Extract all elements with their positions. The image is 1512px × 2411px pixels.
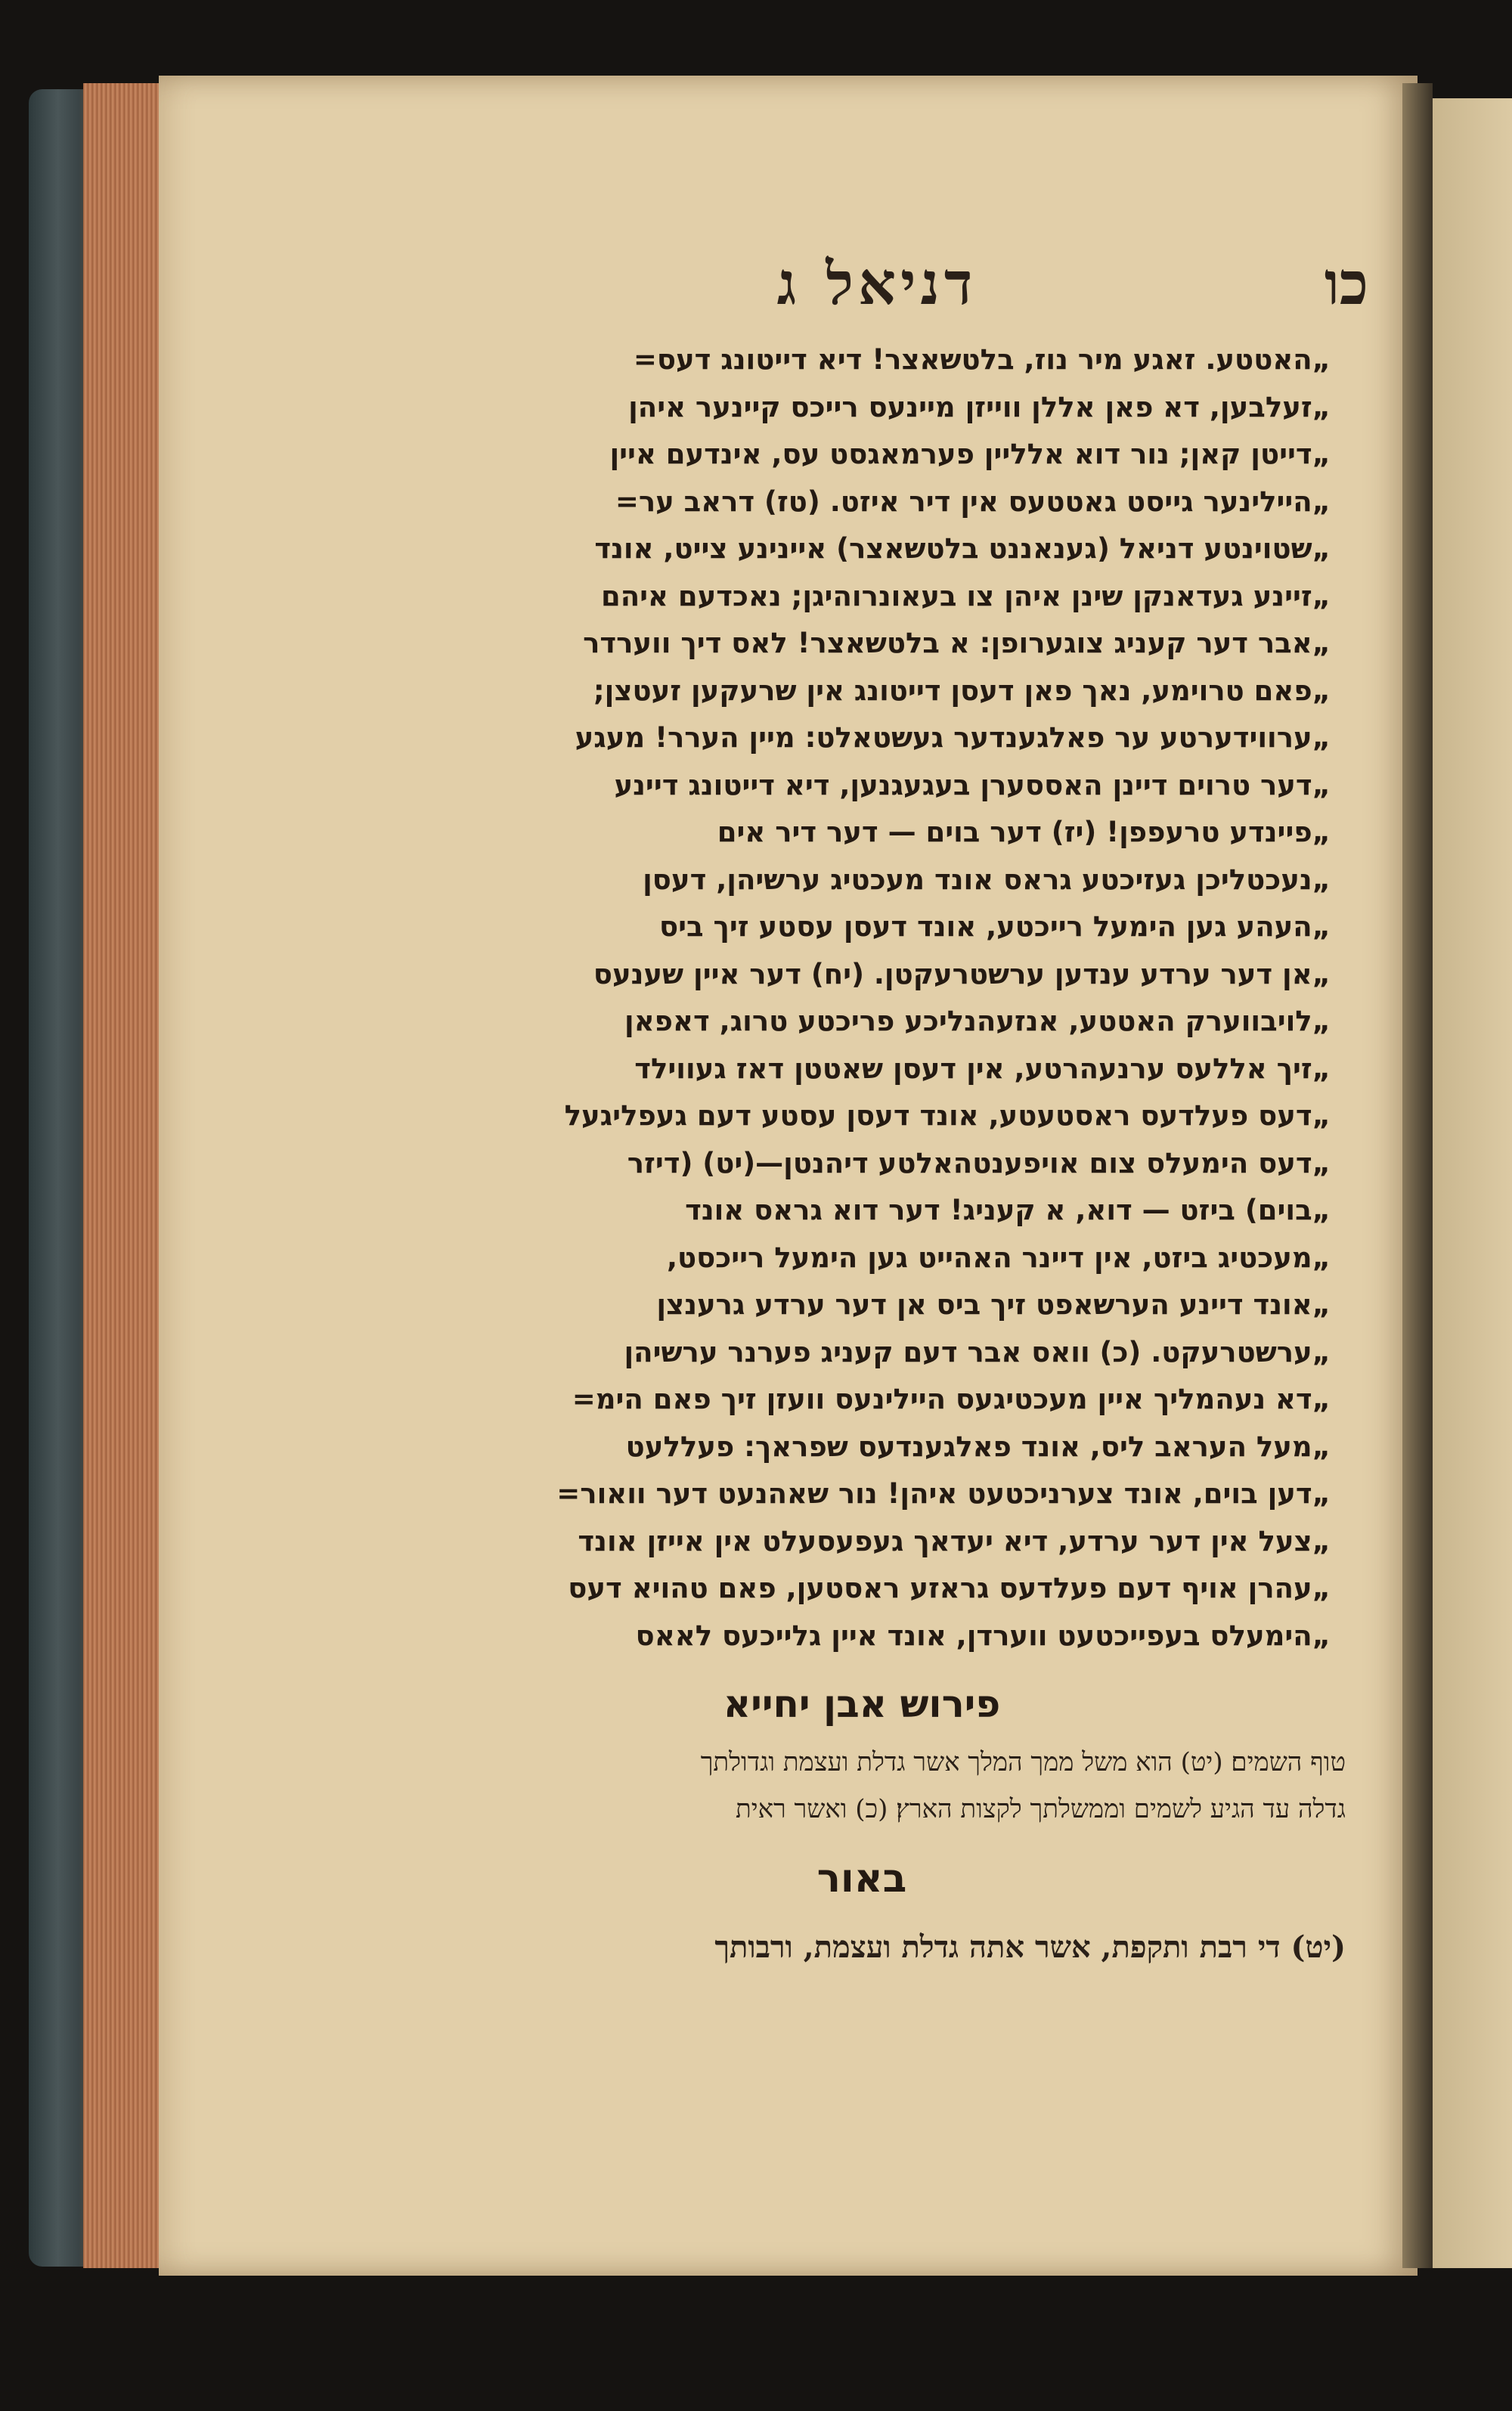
text-line: „אן דער ערדע ענדען ערשטרעקטן. (יח) דער איין שענעס [593, 957, 1331, 990]
text-line: „אונד דיינע הערשאפט זיך ביס אן דער ערדע גרענצן [656, 1288, 1331, 1321]
text-line: „מעל העראב ליס, אונד פאלגענדעס שפראך: פעללעט [625, 1430, 1331, 1463]
commentary-line: (יט) די רבת ותקפת, אשר אתה גדלת ועצמת, ורבותך [714, 1929, 1346, 1965]
text-line: „האטטע. זאגע מיר נוז, בלטשאצר! דיא דייטונג דעס= [633, 343, 1331, 376]
text-line: „לויבווערק האטטע, אנזעהנליכע פריכטע טרוג, דאפאן [624, 1005, 1331, 1037]
text-line: „נעכטליכן געזיכטע גראס אונד מעכטיג ערשיהן, דעסן [643, 863, 1331, 896]
commentary-ibn-yahya [378, 1739, 1346, 1833]
text-line: „היילינער גייסט גאטטעס אין דיר איזט. (טז) דראב ער= [615, 485, 1331, 518]
page-header [386, 249, 1368, 318]
text-line: „בוים) ביזט — דוא, א קעניג! דער דוא גראס אונד [685, 1194, 1331, 1226]
commentary-line: טוף השמים׃ (יט) הוא משל ממך המלך אשר גדלת ועצמת וגדולתך [700, 1747, 1346, 1777]
text-line: „העהע גען הימעל רייכטע, אונד דעסן עסטע זיך ביס [659, 910, 1331, 943]
text-line: „דער טרוים דיינן האססערן בעגעגנען, דיא דייטונג דיינע [614, 768, 1331, 801]
text-line: „זיינע געדאנקן שינן איהן צו בעאונרוהיגן; נאכדעם איהם [600, 579, 1331, 612]
commentary-title-biur: באור [816, 1856, 907, 1901]
text-line: „ערשטרעקט. (כ) וואס אבר דעם קעניג פערנר ערשיהן [624, 1335, 1331, 1368]
text-line: „זיך אללעס ערנעהרטע, אין דעסן שאטטן דאז געווילד [634, 1052, 1331, 1085]
facing-page-edge [1433, 98, 1512, 2268]
text-line: „זעלבען, דא פאן אללן ווייזן מיינעס רייכס קיינער איהן [628, 390, 1331, 423]
page-number: כו [1324, 249, 1368, 318]
text-line: „הימעלס בעפייכטעט ווערדן, אונד איין גלייכעס לאאס [635, 1619, 1331, 1652]
text-line: „דעס הימעלס צום אויפענטהאלטע דיהנטן—(יט) (דיזר [627, 1146, 1331, 1179]
text-line: „פיינדע טרעפפן! (יז) דער בוים — דער דיר אים [717, 816, 1331, 848]
commentary-title-ibn-yahya: פירוש אבן יחייא [723, 1682, 1001, 1726]
text-line: „שטוינטע דניאל (גענאננט בלטשאצר) איינינע צייט, אונד [594, 532, 1331, 565]
text-line: „דא נעהמליך איין מעכטיגעס היילינעס וועזן זיך פאם הימ= [572, 1383, 1331, 1415]
text-line: „דייטן קאן; נור דוא אלליין פערמאגסט עס, אינדעם איין [609, 438, 1331, 470]
text-line: „ערווידערטע ער פאלגענדער געשטאלט: מיין הערר! מעגע [575, 721, 1331, 754]
text-line: „מעכטיג ביזט, אין דיינר האהייט גען הימעל רייכסט, [666, 1241, 1331, 1274]
text-line: „דעס פעלדעס ראסטעטע, אונד דעסן עסטע דעם געפליגעל [564, 1099, 1331, 1132]
text-line: „צעל אין דער ערדע, דיא יעדאך געפעסעלט אין אייזן אונד [578, 1524, 1331, 1557]
page-edges [83, 83, 166, 2268]
running-title: דניאל ג [776, 249, 978, 318]
text-line: „אבר דער קעניג צוגערופן: א בלטשאצר! לאס דיך ווערדר [583, 627, 1331, 659]
text-line: „פאם טרוימע, נאך פאן דעסן דייטונג אין שרעקען זעטצן; [593, 674, 1331, 707]
text-line: „עהרן אויף דעם פעלדעס גראזע ראסטען, פאם טהויא דעס [568, 1572, 1331, 1604]
text-line: „דען בוים, אונד צערניכטעט איהן! נור שאהנעט דער וואור= [556, 1477, 1331, 1510]
book-gutter [1402, 83, 1433, 2268]
main-text [393, 336, 1331, 1659]
commentary-biur [378, 1924, 1346, 1971]
commentary-line: גדלה עד הגיע לשמים וממשלתך לקצות הארץ׃ (כ) ואשר ראית [735, 1794, 1346, 1824]
